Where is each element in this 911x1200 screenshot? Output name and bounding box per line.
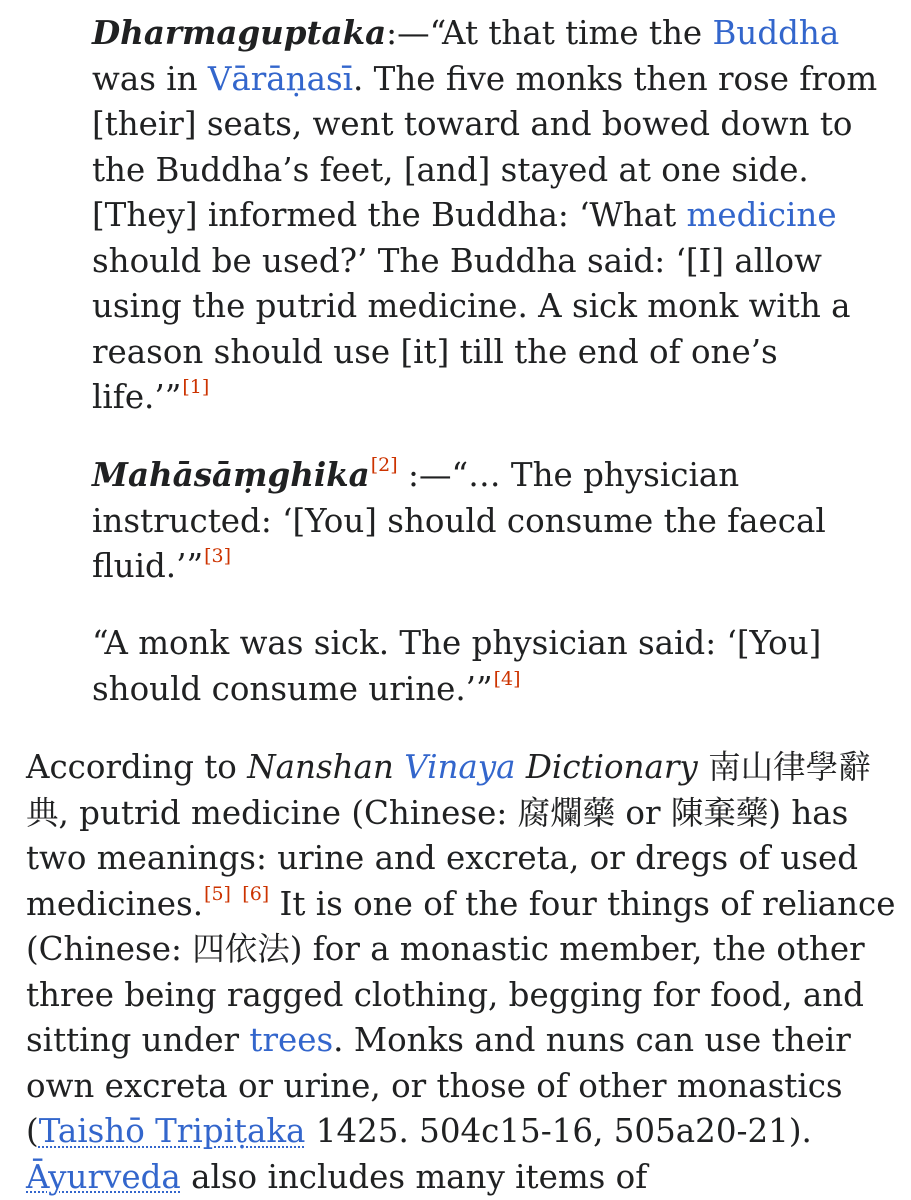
monk-sick-quote — [92, 621, 892, 712]
dharmaguptaka-term: Dharmaguptaka — [92, 13, 387, 52]
reference-link-2[interactable]: [2] — [370, 454, 398, 476]
reference-6 — [242, 883, 269, 905]
link-ayurveda[interactable]: Āyurveda — [26, 1157, 181, 1196]
reference-3 — [204, 545, 231, 567]
reference-link-3[interactable]: [3] — [204, 545, 232, 567]
reference-5 — [204, 883, 231, 905]
link-taisho-tripitaka[interactable]: Taishō Tripiṭaka — [38, 1112, 306, 1150]
link-trees[interactable]: trees — [249, 1021, 334, 1059]
paragraph-text: . Monks and nuns can use their own excreta or urine, or those of other monastics ( — [26, 1021, 851, 1150]
paragraph-text: It is one of the four things of reliance (Chinese: 四依法) for a monastic member, the other three being ragged clothing, begging for food, and sitting under — [26, 884, 896, 1059]
paragraph-text: also includes many items of — [180, 1157, 648, 1196]
link-buddha[interactable]: Buddha — [712, 14, 840, 52]
paragraph-text: 1425. 504c15-16, 505a20-21). — [305, 1112, 812, 1150]
reference-1 — [182, 376, 209, 398]
reference-link-5[interactable]: [5] — [204, 882, 231, 905]
dictionary-title-part: Dictionary — [515, 748, 698, 786]
link-vinaya[interactable]: Vinaya — [404, 748, 516, 786]
quote-text: “A monk was sick. The physician said: ‘[You] should consume urine.’” — [92, 624, 822, 708]
reference-2 — [371, 454, 398, 476]
reference-link-6[interactable]: [6] — [242, 882, 270, 905]
quote-text: :—“At that time the — [386, 14, 713, 52]
reference-link-1[interactable]: [1] — [182, 376, 210, 398]
paragraph-text: 南山律學辭典, putrid medicine (Chinese: 腐爛藥 or 陳棄藥) has two meanings: urine and excreta, or dregs of used medicines. — [26, 748, 871, 923]
quote-text: :—“… The physician instructed: ‘[You] should consume the faecal fluid.’” — [92, 456, 826, 585]
link-varanasi[interactable]: Vārāṇasī — [207, 59, 354, 98]
reference-link-4[interactable]: [4] — [493, 667, 521, 690]
mahasamghika-quote — [92, 452, 892, 590]
link-medicine[interactable]: medicine — [686, 196, 837, 234]
quote-text: . The five monks then rose from [their] seats, went toward and bowed down to the Buddha’s feet, [and] stayed at one side. [They] informed the Buddha: ‘What — [92, 59, 878, 234]
putrid-medicine-paragraph — [26, 745, 906, 1200]
mahasamghika-term: Mahāsāṃghika — [92, 455, 370, 494]
quote-text: was in — [92, 59, 208, 98]
dictionary-title-part: Nanshan — [247, 748, 405, 786]
dharmaguptaka-quote — [92, 10, 892, 421]
quote-text: should be used?’ The Buddha said: ‘[I] allow using the putrid medicine. A sick monk with a reason should use [it] till the end of one’s life.’” — [92, 241, 851, 416]
paragraph-text: According to — [26, 748, 248, 786]
reference-4 — [494, 668, 521, 690]
